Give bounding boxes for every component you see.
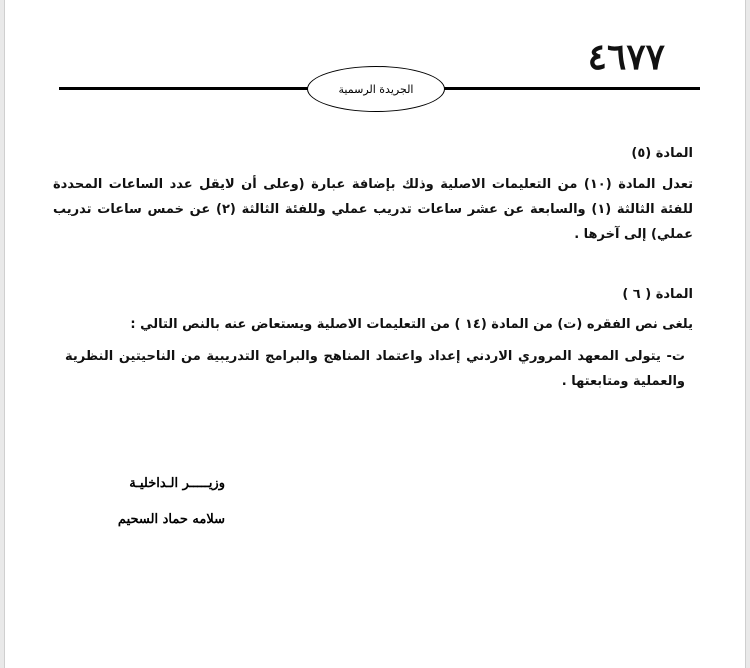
gazette-name: الجريدة الرسمية (338, 82, 414, 96)
page-number: ٤٦٧٧ (587, 36, 665, 78)
gazette-name-oval (307, 66, 445, 112)
article-5-paragraph: تعدل المادة (١٠) من التعليمات الاصلية وذلك بإضافة عبارة (وعلى أن لايقل عدد الساعات المحددة للفئة الثالثة (١) والسابعة عن عشر ساعات تدريب عملي وللفئة الثالثة (٢) عن خمس ساعات تدريب عملي) إلى آخرها . (53, 177, 694, 242)
article-6-paragraph-1: يلغى نص الفقره (ت) من المادة (١٤ ) من التعليمات الاصلية ويستعاض عنه بالنص التالي : (130, 317, 693, 332)
signature-title: وزيـــــر الـداخليـة (129, 476, 225, 491)
article-6-title: المادة ( ٦ ) (622, 287, 693, 302)
article-6-paragraph-2: ت- يتولى المعهد المروري الاردني إعداد واعتماد المناهج والبرامج التدريبية من الناحيتين النظرية والعملية ومتابعتها . (65, 349, 685, 389)
document-page (4, 0, 746, 668)
signature-name: سلامه حماد السحيم (117, 512, 225, 527)
article-5-title: المادة (٥) (631, 146, 693, 161)
